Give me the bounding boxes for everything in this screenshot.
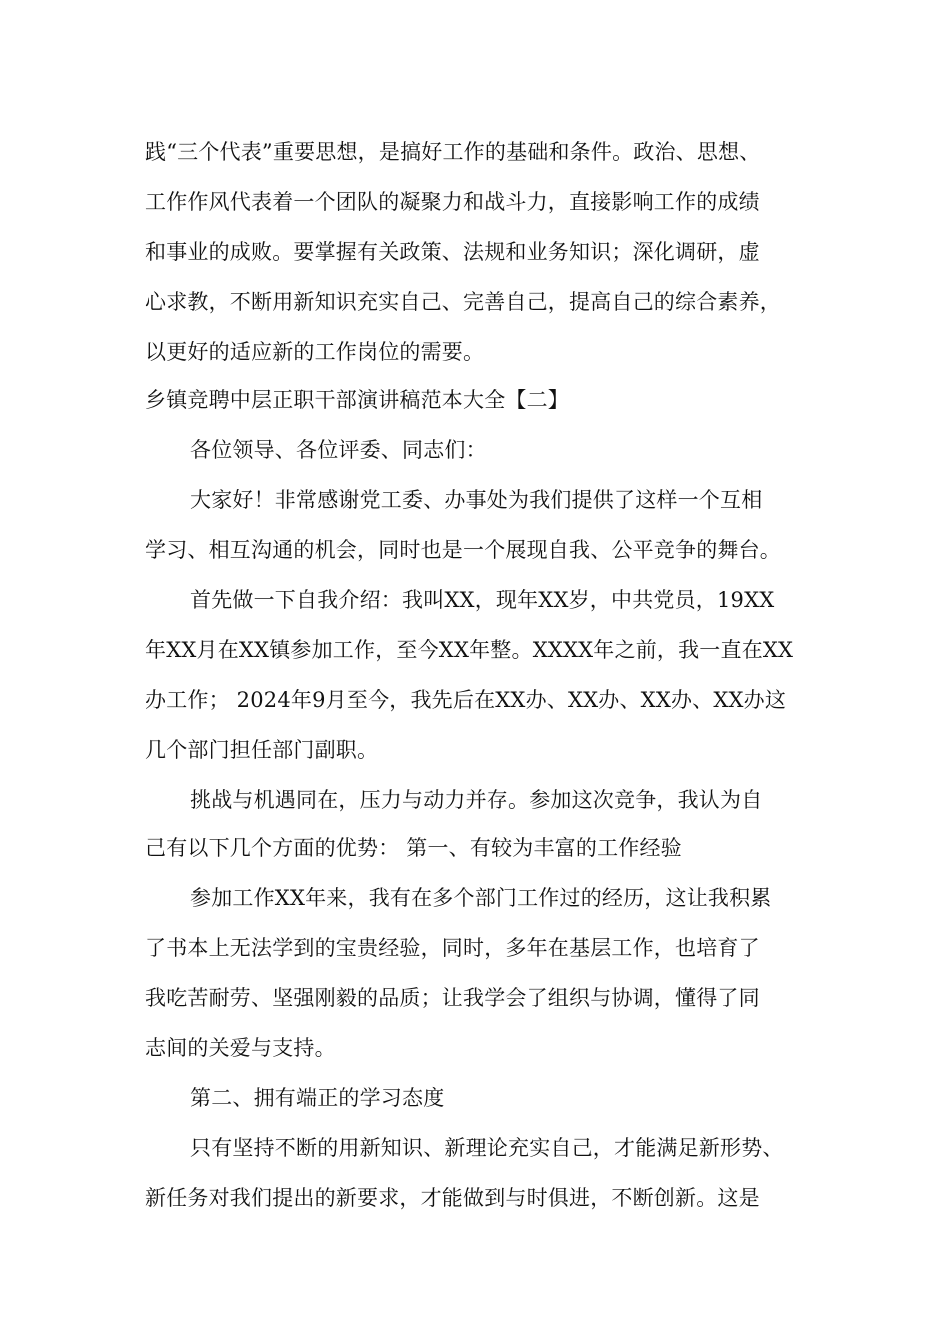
body-text-line: 和事业的成败。要掌握有关政策、法规和业务知识；深化调研，虚 [145,240,760,264]
body-text-line: 挑战与机遇同在，压力与动力并存。参加这次竞争，我认为自 [190,788,763,812]
body-text-line: 只有坚持不断的用新知识、新理论充实自己，才能满足新形势、 [190,1136,784,1160]
body-text-line: 首先做一下自我介绍：我叫XX，现年XX岁，中共党员，19XX [190,588,775,612]
body-text-line: 办工作； 2024年9月至今，我先后在XX办、XX办、XX办、XX办这 [145,688,787,712]
body-text-line: 大家好！非常感谢党工委、办事处为我们提供了这样一个互相 [190,488,763,512]
body-text-line: 几个部门担任部门副职。 [145,738,379,762]
body-text-line: 年XX月在XX镇参加工作，至今XX年整。XXXX年之前，我一直在XX [145,638,794,662]
body-text-line: 以更好的适应新的工作岗位的需要。 [145,340,485,364]
salutation: 各位领导、各位评委、同志们： [190,438,487,462]
body-text-line: 志间的关爱与支持。 [145,1036,336,1060]
body-text-line: 学习、相互沟通的机会，同时也是一个展现自我、公平竞争的舞台。 [145,538,781,562]
body-text-line: 新任务对我们提出的新要求，才能做到与时俱进，不断创新。这是 [145,1186,760,1210]
subsection-heading: 第二、拥有端正的学习态度 [190,1086,445,1110]
body-text-line: 己有以下几个方面的优势： 第一、有较为丰富的工作经验 [145,836,682,860]
body-text-line: 我吃苦耐劳、坚强刚毅的品质；让我学会了组织与协调，懂得了同 [145,986,760,1010]
body-text-line: 了书本上无法学到的宝贵经验，同时，多年在基层工作，也培育了 [145,936,760,960]
body-text-line: 心求教，不断用新知识充实自己、完善自己，提高自己的综合素养， [145,290,781,314]
body-text-line: 践“三个代表”重要思想，是搞好工作的基础和条件。政治、思想、 [145,140,761,164]
body-text-line: 参加工作XX年来，我有在多个部门工作过的经历，这让我积累 [190,886,772,910]
body-text-line: 工作作风代表着一个团队的凝聚力和战斗力，直接影响工作的成绩 [145,190,760,214]
section-heading: 乡镇竞聘中层正职干部演讲稿范本大全【二】 [145,388,569,412]
